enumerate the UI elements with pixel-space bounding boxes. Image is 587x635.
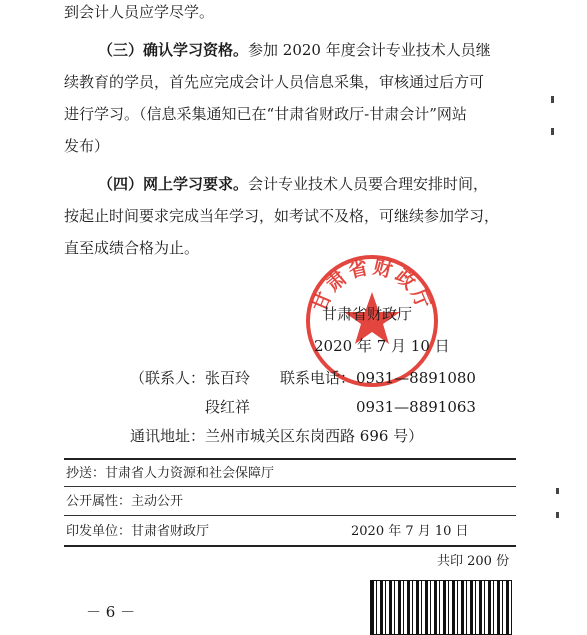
section3-line1: [98, 40, 491, 60]
contact-person-2: 段红祥: [205, 398, 251, 416]
section3-line4: 发布）: [64, 137, 110, 155]
footer-top-rule: [64, 458, 516, 460]
footer-bottom-rule: [64, 545, 516, 547]
section3-line2: 续教育的学员，首先应完成会计人员信息采集，审核通过后方可: [64, 73, 485, 91]
issuer-name: 甘肃省财政厅: [322, 305, 413, 323]
address-value: 兰州市城关区东岗西路 696 号）: [205, 427, 424, 445]
seal-text: 甘肃省财政厅: [308, 256, 436, 315]
page-number: － 6 －: [86, 603, 136, 621]
edge-mark-1: [551, 96, 554, 103]
edge-mark-4: [556, 512, 559, 518]
footer-rule-1: [64, 486, 516, 487]
contact-phone-1: 0931—8891080: [356, 369, 476, 387]
section4-line1: [98, 174, 488, 194]
public-attribute: 公开属性：主动公开: [66, 494, 184, 509]
section4-line3: 直至成绩合格为止。: [64, 239, 200, 257]
section4-line2: 按起止时间要求完成当年学习，如考试不及格，可继续参加学习，: [64, 207, 500, 225]
footer-rule-2: [64, 515, 516, 516]
section3-heading: （三）确认学习资格。: [98, 41, 249, 59]
issued-date: 2020 年 7 月 10 日: [351, 524, 469, 539]
continuation-text: 到会计人员应学尽学。: [64, 3, 215, 21]
address-line: [130, 426, 423, 446]
barcode-icon: [370, 580, 512, 635]
section4-line1-rest: 会计专业技术人员要合理安排时间，: [248, 175, 489, 193]
contact-phone-2: 0931—8891063: [356, 398, 476, 416]
contact-label: （联系人：: [130, 369, 206, 387]
edge-mark-3: [556, 488, 559, 494]
issue-date: 2020 年 7 月 10 日: [314, 337, 450, 355]
section3-line3: 进行学习。（信息采集通知已在“甘肃省财政厅-甘肃会计”网站: [64, 105, 467, 123]
edge-mark-2: [551, 128, 554, 135]
section4-heading: （四）网上学习要求。: [98, 175, 249, 193]
print-copies: 共印 200 份: [437, 554, 510, 569]
phone-label: 联系电话：: [280, 369, 356, 387]
cc-line: 抄送：甘肃省人力资源和社会保障厅: [66, 466, 275, 481]
section3-line1-rest: 参加 2020 年度会计专业技术人员继: [248, 41, 491, 59]
address-label: 通讯地址：: [130, 427, 206, 445]
issued-by: 印发单位：甘肃省财政厅: [66, 524, 210, 539]
contact-person-1: 张百玲: [205, 369, 251, 387]
